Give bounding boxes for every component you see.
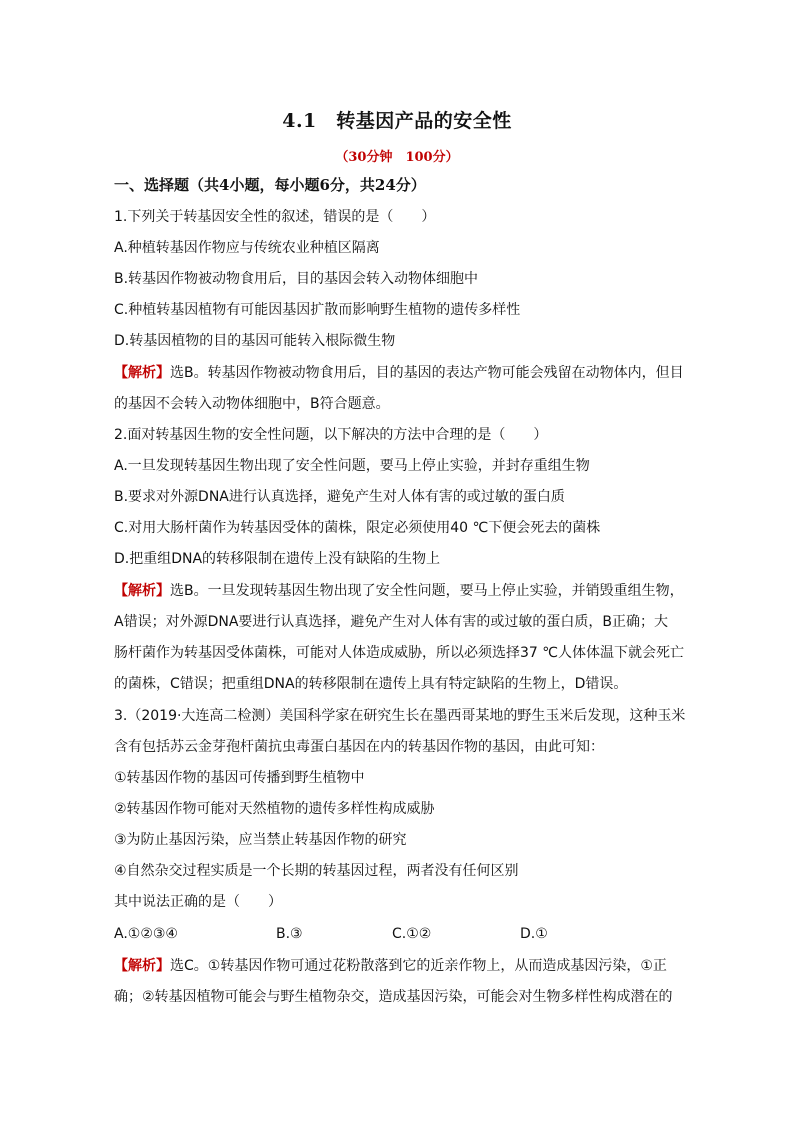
q3-analysis-text: 选C。①转基因作物可通过花粉散落到它的近亲作物上，从而造成基因污染，①正 [170, 958, 667, 974]
q2-analysis-line-1 [114, 581, 684, 601]
q1-option-d: D.转基因植物的目的基因可能转入根际微生物 [114, 333, 396, 349]
page-subtitle: （30分钟 100分） [335, 150, 459, 165]
q2-analysis-tag: 【解析】 [114, 583, 170, 599]
q3-question: 其中说法正确的是（ ） [114, 894, 282, 910]
section-heading: 一、选择题（共4小题，每小题6分，共24分） [114, 176, 426, 194]
q1-analysis-tag: 【解析】 [114, 365, 170, 381]
q3-option-a: A.①②③④ [114, 926, 178, 942]
q3-statement-3: ③为防止基因污染，应当禁止转基因作物的研究 [114, 832, 407, 848]
q2-option-d: D.把重组DNA的转移限制在遗传上没有缺陷的生物上 [114, 551, 441, 567]
q3-stem-line-2: 含有包括苏云金芽孢杆菌抗虫毒蛋白基因在内的转基因作物的基因，由此可知： [114, 739, 604, 755]
q3-analysis-line-2: 确；②转基因植物可能会与野生植物杂交，造成基因污染，可能会对生物多样性构成潜在的 [114, 989, 673, 1005]
q3-statement-4: ④自然杂交过程实质是一个长期的转基因过程，两者没有任何区别 [114, 863, 519, 879]
q2-option-c: C.对用大肠杆菌作为转基因受体的菌株，限定必须使用40 ℃下便会死去的菌株 [114, 520, 601, 536]
q2-analysis-line-2: A错误；对外源DNA要进行认真选择，避免产生对人体有害的或过敏的蛋白质，B正确；大 [114, 614, 669, 630]
q3-option-d: D.① [520, 926, 548, 942]
q3-option-b: B.③ [276, 926, 303, 942]
q3-analysis-tag: 【解析】 [114, 958, 170, 974]
q1-option-c: C.种植转基因植物有可能因基因扩散而影响野生植物的遗传多样性 [114, 302, 521, 318]
q3-statement-1: ①转基因作物的基因可传播到野生植物中 [114, 770, 365, 786]
q3-stem-line-1: 3.（2019·大连高二检测）美国科学家在研究生长在墨西哥某地的野生玉米后发现，这种玉米 [114, 708, 686, 724]
q1-analysis-line-2: 的基因不会转入动物体细胞中，B符合题意。 [114, 396, 390, 412]
q1-stem: 1.下列关于转基因安全性的叙述，错误的是（ ） [114, 209, 436, 225]
q1-analysis-line-1 [114, 363, 684, 383]
q3-analysis-line-1 [114, 956, 667, 976]
q1-analysis-text: 选B。转基因作物被动物食用后，目的基因的表达产物可能会残留在动物体内，但目 [170, 365, 684, 381]
q2-option-b: B.要求对外源DNA进行认真选择，避免产生对人体有害的或过敏的蛋白质 [114, 489, 565, 505]
q1-option-a: A.种植转基因作物应与传统农业种植区隔离 [114, 240, 380, 256]
q1-option-b: B.转基因作物被动物食用后，目的基因会转入动物体细胞中 [114, 271, 479, 287]
page-title: 4.1 转基因产品的安全性 [282, 110, 512, 132]
q2-option-a: A.一旦发现转基因生物出现了安全性问题，要马上停止实验，并封存重组生物 [114, 458, 590, 474]
q2-stem: 2.面对转基因生物的安全性问题，以下解决的方法中合理的是（ ） [114, 427, 548, 443]
q2-analysis-line-4: 的菌株，C错误；把重组DNA的转移限制在遗传上具有特定缺陷的生物上，D错误。 [114, 676, 628, 692]
q2-analysis-line-3: 肠杆菌作为转基因受体菌株，可能对人体造成威胁，所以必须选择37 ℃人体体温下就会死亡 [114, 645, 684, 661]
q3-statement-2: ②转基因作物可能对天然植物的遗传多样性构成威胁 [114, 801, 435, 817]
q2-analysis-text: 选B。一旦发现转基因生物出现了安全性问题，要马上停止实验，并销毁重组生物， [170, 583, 684, 599]
q3-option-c: C.①② [392, 926, 432, 942]
